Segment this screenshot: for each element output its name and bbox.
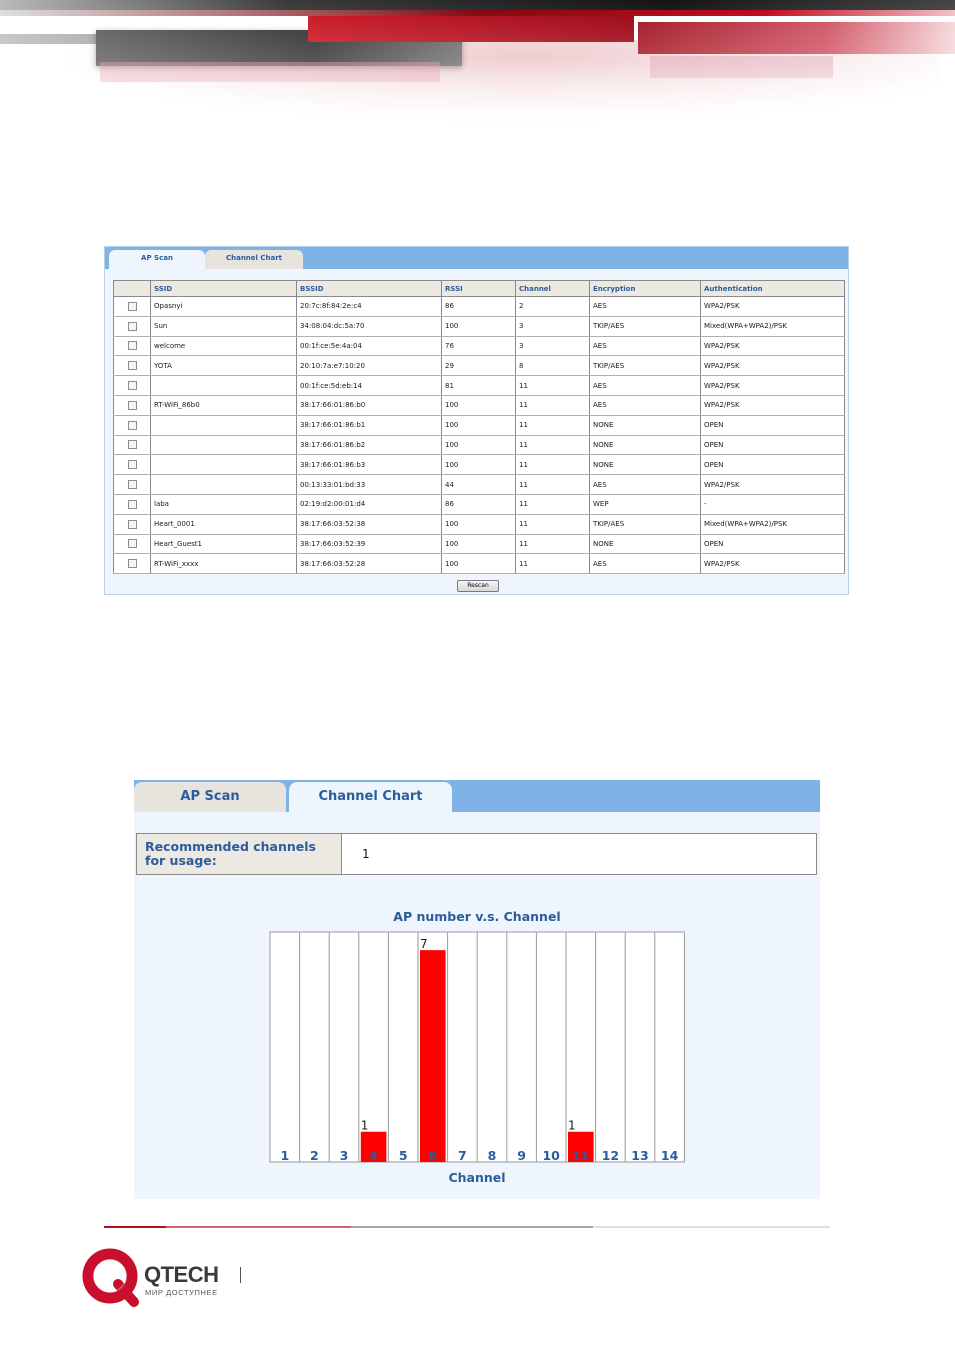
cell-auth: Mixed(WPA+WPA2)/PSK	[701, 514, 845, 534]
cell-channel: 11	[516, 475, 590, 495]
x-tick-label: 3	[339, 1148, 349, 1163]
row-checkbox[interactable]	[128, 361, 137, 370]
row-checkbox[interactable]	[128, 460, 137, 469]
column-header-select	[114, 281, 151, 297]
x-tick-label: 8	[487, 1148, 497, 1163]
table-row	[114, 297, 845, 317]
cell-rssi: 100	[442, 514, 516, 534]
cell-channel: 11	[516, 395, 590, 415]
cell-encryption: NONE	[590, 455, 701, 475]
row-checkbox[interactable]	[128, 440, 137, 449]
cell-channel: 11	[516, 494, 590, 514]
footer-rule	[80, 1226, 830, 1229]
cell-ssid: Sun	[151, 316, 297, 336]
x-tick-label: 9	[517, 1148, 526, 1163]
cell-bssid: 38:17:66:01:86:b0	[297, 395, 442, 415]
cell-encryption: AES	[590, 475, 701, 495]
cell-ssid: laba	[151, 494, 297, 514]
cell-encryption: NONE	[590, 435, 701, 455]
bar-channel-6	[420, 950, 446, 1162]
cell-bssid: 38:17:66:01:86:b2	[297, 435, 442, 455]
cell-ssid: Opasnyi	[151, 297, 297, 317]
cell-ssid	[151, 475, 297, 495]
x-tick-label: 6	[428, 1148, 438, 1163]
column-header-ssid: SSID	[151, 281, 297, 297]
cell-encryption: TKIP/AES	[590, 316, 701, 336]
channel-chart-panel	[134, 780, 820, 1199]
cell-encryption: AES	[590, 376, 701, 396]
cell-ssid: Heart_0001	[151, 514, 297, 534]
recommended-channels-value: 1	[362, 847, 370, 861]
cell-bssid: 00:1f:ce:5d:eb:14	[297, 376, 442, 396]
x-tick-label: 10	[542, 1148, 560, 1163]
row-select-cell	[114, 316, 151, 336]
row-select-cell	[114, 336, 151, 356]
cell-channel: 11	[516, 435, 590, 455]
cell-encryption: NONE	[590, 534, 701, 554]
chart-x-axis-label: Channel	[448, 1170, 506, 1185]
row-checkbox[interactable]	[128, 520, 137, 529]
cell-auth: WPA2/PSK	[701, 475, 845, 495]
cell-channel: 11	[516, 455, 590, 475]
cell-encryption: TKIP/AES	[590, 356, 701, 376]
column-header-bssid: BSSID	[297, 281, 442, 297]
footer-divider	[240, 1267, 241, 1283]
cell-rssi: 100	[442, 455, 516, 475]
x-tick-label: 2	[310, 1148, 319, 1163]
row-select-cell	[114, 455, 151, 475]
cell-auth: WPA2/PSK	[701, 554, 845, 574]
rescan-button[interactable]: Rescan	[457, 580, 499, 592]
qtech-logo-icon	[82, 1248, 142, 1308]
cell-channel: 11	[516, 415, 590, 435]
cell-bssid: 34:08:04:dc:5a:70	[297, 316, 442, 336]
table-row	[114, 435, 845, 455]
table-row	[114, 415, 845, 435]
row-select-cell	[114, 395, 151, 415]
cell-rssi: 44	[442, 475, 516, 495]
cell-ssid	[151, 376, 297, 396]
cell-bssid: 38:17:66:01:86:b1	[297, 415, 442, 435]
cell-encryption: AES	[590, 395, 701, 415]
cell-auth: WPA2/PSK	[701, 336, 845, 356]
row-select-cell	[114, 514, 151, 534]
tab-channel-chart[interactable]: Channel Chart	[289, 782, 452, 812]
cell-auth: WPA2/PSK	[701, 356, 845, 376]
table-row	[114, 336, 845, 356]
x-tick-label: 4	[369, 1148, 378, 1163]
column-header-encryption: Encryption	[590, 281, 701, 297]
channel-bar-chart	[134, 780, 820, 1199]
cell-ssid: welcome	[151, 336, 297, 356]
table-row	[114, 455, 845, 475]
cell-ssid: RT-WiFi_86b0	[151, 395, 297, 415]
cell-bssid: 38:17:66:01:86:b3	[297, 455, 442, 475]
cell-auth: WPA2/PSK	[701, 395, 845, 415]
x-tick-label: 12	[601, 1148, 620, 1163]
cell-ssid	[151, 435, 297, 455]
brand-tagline: МИР ДОСТУПНЕЕ	[145, 1288, 218, 1297]
cell-rssi: 86	[442, 297, 516, 317]
cell-ssid: YOTA	[151, 356, 297, 376]
row-select-cell	[114, 376, 151, 396]
row-checkbox[interactable]	[128, 539, 137, 548]
table-header-row	[114, 281, 845, 297]
ap-scan-table	[113, 280, 845, 574]
row-checkbox[interactable]	[128, 559, 137, 568]
table-row	[114, 534, 845, 554]
cell-auth: OPEN	[701, 534, 845, 554]
cell-rssi: 100	[442, 435, 516, 455]
cell-channel: 11	[516, 534, 590, 554]
cell-auth: OPEN	[701, 415, 845, 435]
table-row	[114, 554, 845, 574]
cell-channel: 3	[516, 316, 590, 336]
bar-data-label: 1	[568, 1118, 576, 1133]
x-tick-label: 14	[660, 1148, 679, 1163]
cell-rssi: 86	[442, 494, 516, 514]
cell-rssi: 100	[442, 316, 516, 336]
tab-ap-scan[interactable]: AP Scan	[109, 250, 205, 269]
bar-data-label: 7	[420, 937, 428, 952]
cell-encryption: TKIP/AES	[590, 514, 701, 534]
column-header-rssi: RSSI	[442, 281, 516, 297]
row-checkbox[interactable]	[128, 401, 137, 410]
ap-scan-panel	[104, 246, 849, 595]
row-select-cell	[114, 554, 151, 574]
row-select-cell	[114, 435, 151, 455]
cell-rssi: 81	[442, 376, 516, 396]
x-tick-label: 5	[398, 1148, 408, 1163]
cell-bssid: 02:19:d2:00:01:d4	[297, 494, 442, 514]
cell-channel: 3	[516, 336, 590, 356]
cell-encryption: WEP	[590, 494, 701, 514]
brand-name: QTECH	[144, 1262, 219, 1287]
cell-encryption: AES	[590, 336, 701, 356]
cell-ssid	[151, 415, 297, 435]
cell-bssid: 38:17:66:03:52:39	[297, 534, 442, 554]
recommended-channels-label: Recommended channels for usage:	[137, 834, 342, 874]
bar-data-label: 1	[360, 1118, 369, 1133]
row-checkbox[interactable]	[128, 302, 137, 311]
cell-bssid: 38:17:66:03:52:38	[297, 514, 442, 534]
x-tick-label: 13	[631, 1148, 649, 1163]
cell-auth: -	[701, 494, 845, 514]
cell-rssi: 76	[442, 336, 516, 356]
column-header-authentication: Authentication	[701, 281, 845, 297]
row-checkbox[interactable]	[128, 500, 137, 509]
cell-auth: OPEN	[701, 455, 845, 475]
chart-title: AP number v.s. Channel	[393, 909, 561, 924]
tab-ap-scan[interactable]: AP Scan	[134, 782, 286, 812]
table-row	[114, 356, 845, 376]
cell-channel: 11	[516, 376, 590, 396]
tab-channel-chart[interactable]: Channel Chart	[205, 250, 303, 269]
row-select-cell	[114, 475, 151, 495]
cell-ssid	[151, 455, 297, 475]
cell-channel: 11	[516, 514, 590, 534]
table-row	[114, 475, 845, 495]
table-row	[114, 494, 845, 514]
tab-bar	[105, 247, 849, 269]
cell-rssi: 100	[442, 415, 516, 435]
row-select-cell	[114, 297, 151, 317]
cell-channel: 8	[516, 356, 590, 376]
row-checkbox[interactable]	[128, 480, 137, 489]
row-checkbox[interactable]	[128, 341, 137, 350]
table-row	[114, 316, 845, 336]
cell-ssid: RT-WiFi_xxxx	[151, 554, 297, 574]
cell-auth: OPEN	[701, 435, 845, 455]
row-select-cell	[114, 494, 151, 514]
row-checkbox[interactable]	[128, 421, 137, 430]
x-tick-label: 7	[458, 1148, 467, 1163]
x-tick-label: 11	[572, 1148, 590, 1163]
cell-auth: WPA2/PSK	[701, 376, 845, 396]
table-row	[114, 376, 845, 396]
cell-bssid: 00:1f:ce:5e:4a:04	[297, 336, 442, 356]
cell-encryption: AES	[590, 554, 701, 574]
cell-encryption: NONE	[590, 415, 701, 435]
row-select-cell	[114, 534, 151, 554]
cell-ssid: Heart_Guest1	[151, 534, 297, 554]
cell-bssid: 20:7c:8f:84:2e:c4	[297, 297, 442, 317]
cell-channel: 11	[516, 554, 590, 574]
cell-rssi: 100	[442, 554, 516, 574]
cell-bssid: 38:17:66:03:52:28	[297, 554, 442, 574]
cell-channel: 2	[516, 297, 590, 317]
table-row	[114, 514, 845, 534]
cell-encryption: AES	[590, 297, 701, 317]
cell-auth: WPA2/PSK	[701, 297, 845, 317]
column-header-channel: Channel	[516, 281, 590, 297]
x-tick-label: 1	[280, 1148, 290, 1163]
row-select-cell	[114, 356, 151, 376]
cell-rssi: 100	[442, 395, 516, 415]
cell-rssi: 29	[442, 356, 516, 376]
row-select-cell	[114, 415, 151, 435]
table-row	[114, 395, 845, 415]
cell-rssi: 100	[442, 534, 516, 554]
cell-auth: Mixed(WPA+WPA2)/PSK	[701, 316, 845, 336]
page-header-banner	[0, 0, 955, 150]
cell-bssid: 00:13:33:01:bd:33	[297, 475, 442, 495]
row-checkbox[interactable]	[128, 381, 137, 390]
cell-bssid: 20:10:7a:e7:10:20	[297, 356, 442, 376]
row-checkbox[interactable]	[128, 322, 137, 331]
